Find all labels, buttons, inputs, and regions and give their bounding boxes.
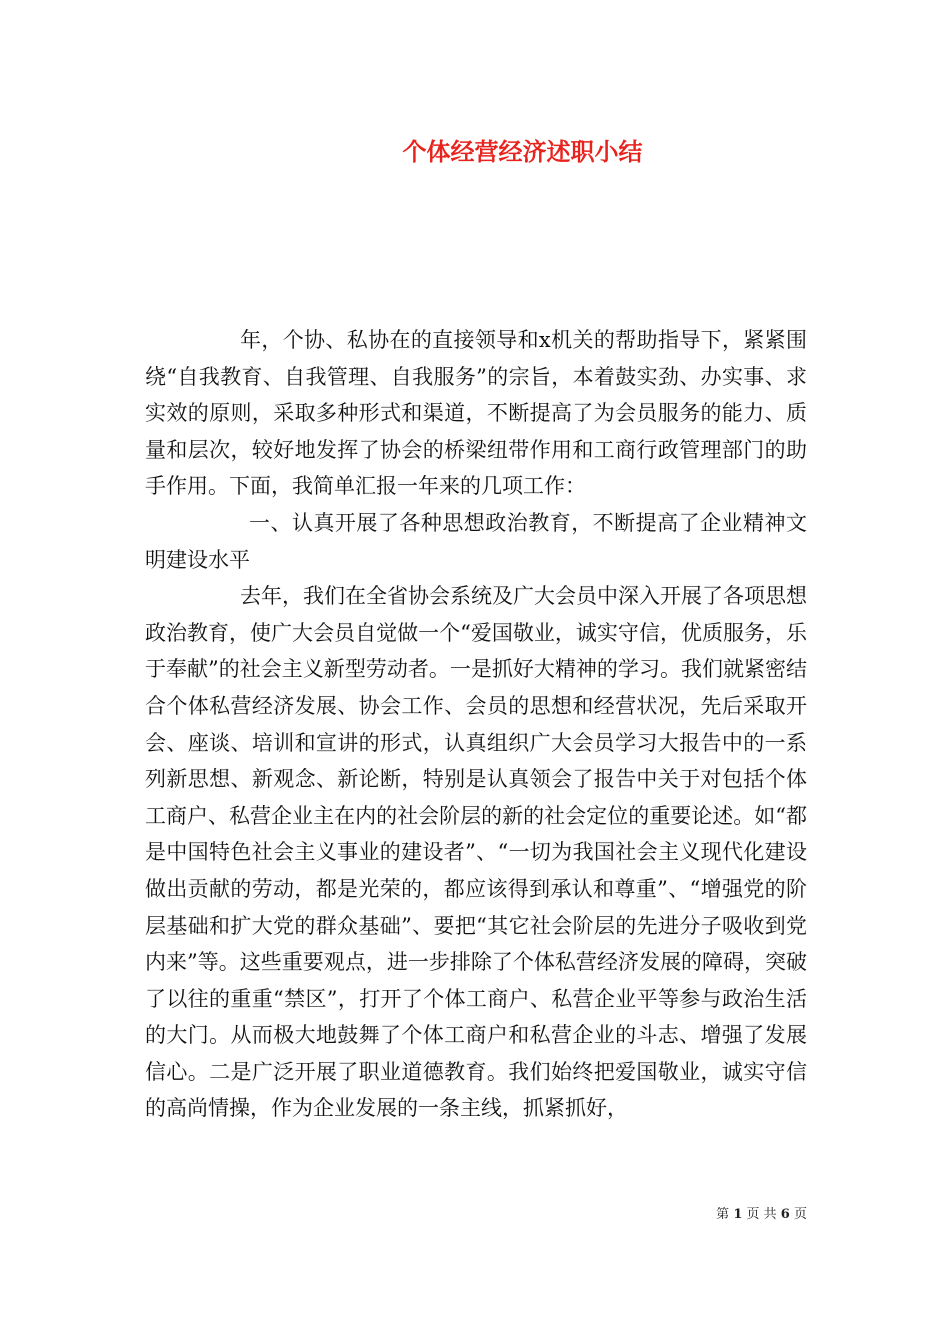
footer-prefix: 第 [716,1207,730,1222]
paragraph-intro: 年，个协、私协在的直接领导和x机关的帮助指导下，紧紧围绕“自我教育、自我管理、自我服务”的宗旨，本着鼓实劲、办实事、求实效的原则，采取多种形式和渠道，不断提高了为会员服务的能力、质量和层次，较好地发挥了协会的桥梁纽带作用和工商行政管理部门的助手作用。下面，我简单汇报一年来的几项工作： [145,328,807,499]
footer-middle: 页 共 [746,1207,777,1222]
paragraph-section-1: 去年，我们在全省协会系统及广大会员中深入开展了各项思想政治教育，使广大会员自觉做一个“爱国敬业，诚实守信，优质服务，乐于奉献”的社会主义新型劳动者。一是抓好大精神的学习。我们就紧密结合个体私营经济发展、协会工作、会员的思想和经营状况，先后采取开会、座谈、培训和宣讲的形式，认真组织广大会员学习大报告中的一系列新思想、新观念、新论断，特别是认真领会了报告中关于对包括个体工商户、私营企业主在内的社会阶层的新的社会定位的重要论述。如“都是中国特色社会主义事业的建设者”、“一切为我国社会主义现代化建设做出贡献的劳动，都是光荣的，都应该得到承认和尊重”、“增强党的阶层基础和扩大党的群众基础”、要把“其它社会阶层的先进分子吸收到党内来”等。这些重要观点，进一步排除了个体私营经济发展的障碍，突破了以往的重重“禁区”，打开了个体工商户、私营企业平等参与政治生活的大门。从而极大地鼓舞了个体工商户和私营企业的斗志、增强了发展信心。二是广泛开展了职业道德教育。我们始终把爱国敬业，诚实守信的高尚情操，作为企业发展的一条主线，抓紧抓好， [145,584,807,1121]
footer-current-page: 1 [733,1207,743,1222]
footer-suffix: 页 [793,1207,807,1222]
page-number-footer [716,1203,807,1222]
document-title: 个体经营经济述职小结 [402,137,643,166]
footer-total-pages: 6 [780,1207,790,1222]
document-body [145,322,807,1127]
section-heading-1: 一、认真开展了各种思想政治教育，不断提高了企业精神文明建设水平 [145,510,807,572]
